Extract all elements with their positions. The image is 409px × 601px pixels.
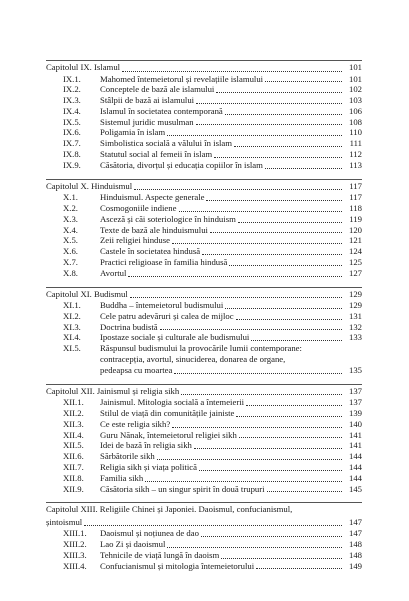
toc-entry <box>46 430 362 441</box>
toc-entry <box>46 484 362 495</box>
entry-number: X.6. <box>63 246 78 257</box>
toc-entry <box>46 343 362 354</box>
page-number: 125 <box>348 256 362 267</box>
toc-entry <box>46 419 362 430</box>
toc-entry <box>46 561 362 572</box>
toc-entry <box>46 160 362 171</box>
entry-title: Sistemul juridic musulman <box>100 116 194 127</box>
page-number: 148 <box>348 549 362 560</box>
entry-number: XI.1. <box>63 300 81 311</box>
entry-number: XII.3. <box>63 418 84 429</box>
page-number: 144 <box>348 451 362 462</box>
dot-leader <box>229 264 342 266</box>
entry-number: XII.2. <box>63 407 84 418</box>
page-number: 111 <box>349 138 362 149</box>
entry-title: Sărbătorile sikh <box>100 451 155 462</box>
entry-number: IX.6. <box>63 127 81 138</box>
page-number: 145 <box>348 483 362 494</box>
dot-leader <box>239 436 342 438</box>
toc-entry <box>46 332 362 343</box>
entry-number: X.3. <box>63 213 78 224</box>
dot-leader <box>238 221 342 223</box>
entry-title: Hinduismul. Aspecte generale <box>100 192 205 203</box>
page-number: 101 <box>348 73 362 84</box>
chapter-block <box>46 287 362 376</box>
entry-title: Doctrina budistă <box>100 321 158 332</box>
dot-leader <box>210 231 342 233</box>
entry-number: XII.9. <box>63 483 84 494</box>
page-number: 137 <box>348 385 362 396</box>
entry-number: XII.6. <box>63 451 84 462</box>
entry-title: pedeapsa cu moartea <box>100 364 173 375</box>
entry-title: Lao Zi și daoismul <box>100 539 166 550</box>
entry-title: Zeii religiei hinduse <box>100 235 170 246</box>
page-number: 129 <box>348 288 362 299</box>
page-number: 129 <box>348 300 362 311</box>
toc-entry <box>46 397 362 408</box>
page-number: 124 <box>348 246 362 257</box>
entry-title: Confucianismul și mitologia întemeietorului <box>100 560 255 571</box>
page-number: 135 <box>348 364 362 375</box>
toc-entry <box>46 203 362 214</box>
toc-entry <box>46 322 362 333</box>
toc-entry <box>46 550 362 561</box>
toc-entry <box>46 138 362 149</box>
dot-leader <box>225 307 342 309</box>
dot-leader <box>134 188 342 190</box>
dot-leader <box>179 210 343 212</box>
chapter-block <box>46 384 362 495</box>
page-number: 112 <box>349 149 362 160</box>
dot-leader <box>196 123 342 125</box>
page-number: 148 <box>348 539 362 550</box>
toc-entry <box>46 539 362 550</box>
page-number: 141 <box>348 440 362 451</box>
entry-continuation: contracepția, avortul, sinuciderea, donarea de organe, <box>100 354 286 365</box>
entry-number: IX.7. <box>63 138 81 149</box>
dot-leader <box>194 447 342 449</box>
toc-entry <box>46 311 362 322</box>
dot-leader <box>130 296 342 298</box>
entry-title: Islamul în societatea contemporană <box>100 105 223 116</box>
entry-number: XIII.4. <box>63 560 87 571</box>
page-number: 144 <box>348 472 362 483</box>
entry-number: IX.2. <box>63 84 81 95</box>
page-number: 149 <box>348 560 362 571</box>
entry-title: Răspunsul budismului la provocările lumii contemporane: <box>100 343 302 354</box>
chapter-heading <box>46 288 362 301</box>
entry-number: XIII.3. <box>63 549 87 560</box>
dot-leader <box>267 490 342 492</box>
page-number: 147 <box>348 516 362 527</box>
entry-title: Practici religioase în familia hindusă <box>100 256 228 267</box>
entry-title: Cele patru adevăruri și calea de mijloc <box>100 310 234 321</box>
toc-entry <box>46 235 362 246</box>
table-of-contents <box>46 60 362 571</box>
page-number: 139 <box>348 407 362 418</box>
toc-entry <box>46 300 362 311</box>
toc-entry <box>46 408 362 419</box>
page-number: 133 <box>348 332 362 343</box>
entry-number: IX.3. <box>63 95 81 106</box>
toc-entry <box>46 192 362 203</box>
entry-number: X.8. <box>63 267 78 278</box>
dot-leader <box>256 567 342 569</box>
entry-number: IX.9. <box>63 159 81 170</box>
page-number: 137 <box>348 397 362 408</box>
entry-number: X.4. <box>63 224 78 235</box>
entry-title: Ipostaze sociale și culturale ale budismului <box>100 332 250 343</box>
dot-leader <box>145 480 342 482</box>
entry-title: Avortul <box>100 267 127 278</box>
dot-leader <box>201 535 342 537</box>
dot-leader <box>221 557 342 559</box>
chapter-heading <box>46 516 362 529</box>
dot-leader <box>214 156 342 158</box>
dot-leader <box>122 70 342 72</box>
page-number: 144 <box>348 461 362 472</box>
page-number: 102 <box>348 84 362 95</box>
chapter-heading <box>46 180 362 193</box>
page-number: 141 <box>348 429 362 440</box>
entry-title: Texte de bază ale hinduismului <box>100 224 208 235</box>
toc-entry <box>46 246 362 257</box>
chapter-block <box>46 179 362 279</box>
dot-leader <box>236 415 342 417</box>
toc-entry <box>46 257 362 268</box>
toc-entry <box>46 528 362 539</box>
entry-title: Buddha – întemeietorul budismului <box>100 300 224 311</box>
toc-entry <box>46 225 362 236</box>
entry-title: Mahomed întemeietorul și revelațiile islamului <box>100 73 264 84</box>
chapter-block <box>46 60 362 171</box>
dot-leader <box>174 372 342 374</box>
toc-entry <box>46 451 362 462</box>
chapter-title: Capitolul XII. Jainismul și religia sikh <box>46 385 180 396</box>
dot-leader <box>84 524 342 526</box>
entry-number: XII.7. <box>63 461 84 472</box>
dot-leader <box>251 339 342 341</box>
entry-title: Cosmogoniile indiene <box>100 202 177 213</box>
dot-leader <box>236 318 342 320</box>
entry-title: Poligamia în islam <box>100 127 166 138</box>
entry-title: Jainismul. Mitologia socială a întemeierii <box>100 397 245 408</box>
chapter-title: șintoismul <box>46 516 83 527</box>
entry-number: XII.8. <box>63 472 84 483</box>
entry-title: Ce este religia sikh? <box>100 418 171 429</box>
entry-number: XI.5. <box>63 343 81 354</box>
entry-number: XII.5. <box>63 440 84 451</box>
dot-leader <box>167 546 342 548</box>
dot-leader <box>167 134 342 136</box>
entry-number: XI.4. <box>63 332 81 343</box>
dot-leader <box>160 328 342 330</box>
page-number: 110 <box>349 127 362 138</box>
page-number: 140 <box>348 418 362 429</box>
dot-leader <box>265 167 342 169</box>
dot-leader <box>181 393 342 395</box>
chapter-block <box>46 502 362 571</box>
toc-entry <box>46 106 362 117</box>
entry-title: Tehnicile de viață lungă în daoism <box>100 549 220 560</box>
toc-entry <box>46 74 362 85</box>
entry-number: XI.3. <box>63 321 81 332</box>
entry-title: Stâlpii de bază ai islamului <box>100 95 195 106</box>
page-number: 106 <box>348 105 362 116</box>
page-number: 117 <box>349 180 362 191</box>
toc-entry <box>46 117 362 128</box>
dot-leader <box>225 113 342 115</box>
entry-number: XI.2. <box>63 310 81 321</box>
entry-title: Castele în societatea hindusă <box>100 246 201 257</box>
dot-leader <box>216 91 342 93</box>
dot-leader <box>206 199 342 201</box>
page-number: 119 <box>349 213 362 224</box>
entry-number: X.1. <box>63 192 78 203</box>
entry-number: XII.4. <box>63 429 84 440</box>
entry-title: Căsătoria sikh – un singur spirit în două trupuri <box>100 483 265 494</box>
dot-leader <box>265 80 342 82</box>
chapter-title: Capitolul XIII. Religiile Chinei și Japoniei. Daoismul, confucianismul, <box>46 504 293 515</box>
page-number: 147 <box>348 528 362 539</box>
page-number: 117 <box>349 192 362 203</box>
dot-leader <box>199 469 342 471</box>
chapter-title: Capitolul XI. Budismul <box>46 288 128 299</box>
toc-entry <box>46 149 362 160</box>
entry-title: Daoismul și noțiunea de dao <box>100 528 199 539</box>
entry-number: IX.4. <box>63 105 81 116</box>
entry-number: X.5. <box>63 235 78 246</box>
toc-entry <box>46 268 362 279</box>
entry-title: Familia sikh <box>100 472 144 483</box>
entry-number: IX.8. <box>63 149 81 160</box>
dot-leader <box>234 145 342 147</box>
dot-leader <box>196 102 342 104</box>
page-number: 132 <box>348 321 362 332</box>
entry-title: Căsătoria, divorțul și educația copiilor în islam <box>100 159 263 170</box>
toc-entry <box>46 473 362 484</box>
page-number: 121 <box>348 235 362 246</box>
chapter-heading <box>46 61 362 74</box>
entry-title: Idei de bază în religia sikh <box>100 440 192 451</box>
entry-title: Religia sikh și viața politică <box>100 461 197 472</box>
entry-title: Stilul de viață din comunitățile jainiste <box>100 407 235 418</box>
page-number: 118 <box>349 202 362 213</box>
entry-title: Guru Nānak, întemeietorul religiei sikh <box>100 429 237 440</box>
entry-number: X.7. <box>63 256 78 267</box>
dot-leader <box>246 404 342 406</box>
page-number: 101 <box>348 62 362 72</box>
entry-title: Conceptele de bază ale islamului <box>100 84 215 95</box>
toc-entry <box>46 95 362 106</box>
page-number: 108 <box>348 116 362 127</box>
entry-title: Statutul social al femeii în islam <box>100 149 213 160</box>
dot-leader <box>128 275 342 277</box>
toc-entry <box>46 365 362 376</box>
page-number: 131 <box>348 310 362 321</box>
toc-entry <box>46 462 362 473</box>
entry-title: Simbolistica socială a vălului în islam <box>100 138 232 149</box>
page-number: 113 <box>349 159 362 170</box>
dot-leader <box>172 242 342 244</box>
page-number: 103 <box>348 95 362 106</box>
entry-number: XIII.1. <box>63 528 87 539</box>
toc-entry <box>46 127 362 138</box>
chapter-heading <box>46 385 362 398</box>
toc-entry <box>46 440 362 451</box>
entry-number: X.2. <box>63 202 78 213</box>
dot-leader <box>157 458 342 460</box>
toc-entry <box>46 214 362 225</box>
chapter-heading <box>46 503 362 516</box>
page-number: 127 <box>348 267 362 278</box>
entry-number: XIII.2. <box>63 539 87 550</box>
chapter-title: Capitolul IX. Islamul <box>46 62 121 72</box>
dot-leader <box>202 253 342 255</box>
toc-entry <box>46 84 362 95</box>
entry-number: IX.5. <box>63 116 81 127</box>
chapter-title: Capitolul X. Hinduismul <box>46 180 133 191</box>
entry-title: Asceză și căi soteriologice în hinduism <box>100 213 236 224</box>
entry-number: XII.1. <box>63 397 84 408</box>
entry-number: IX.1. <box>63 73 81 84</box>
dot-leader <box>172 426 342 428</box>
page-number: 120 <box>348 224 362 235</box>
